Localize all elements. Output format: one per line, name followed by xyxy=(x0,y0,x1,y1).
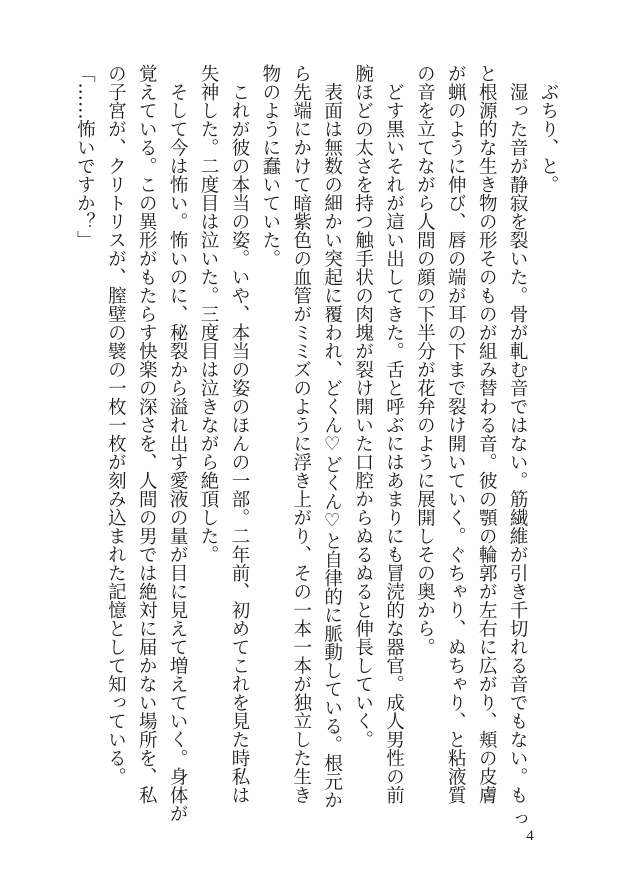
text-line: 失神した。二度目は泣いた。三度目は泣きながら絶頂した。 xyxy=(198,64,220,564)
text-line: 物のように蠢いていた。 xyxy=(259,64,281,268)
text-line: ぶちり、と。 xyxy=(538,64,559,194)
text-line: が蝋のように伸び、唇の端が耳の下まで裂け開いていく。ぐちゃり、ぬちゃり、と粘液質 xyxy=(445,64,467,804)
text-line: 覚えている。この異形がもたらす快楽の深さを、人間の男では絶対に届かない場所を、私 xyxy=(136,64,158,804)
text-line: の子宮が、クリトリスが、膣壁の襞の一枚一枚が刻み込まれた記憶として知っている。 xyxy=(105,64,127,786)
text-line: 表面は無数の細かい突起に覆われ、どくん♡どくん♡と自律的に脈動している。根元か xyxy=(321,64,343,809)
text-line: 湿った音が静寂を裂いた。骨が軋む音ではない。筋繊維が引き千切れる音でもない。も っ xyxy=(507,64,529,829)
text-line: どす黒いそれが這い出してきた。舌と呼ぶにはあまりにも冒涜的な器官。成人男性の前 xyxy=(383,64,405,804)
text-line: そして今は怖い。怖いのに、秘裂から溢れ出す愛液の量が目に見えて増えていく。身体が xyxy=(167,64,189,823)
text-line: 腕ほどの太さを持つ触手状の肉塊が裂け開いた口腔からぬるぬると伸長していく。 xyxy=(352,64,374,749)
text-line: の音を立てながら人間の顔の下半分が花弁のように展開しその奥から。 xyxy=(414,64,436,656)
vertical-text-body xyxy=(69,64,564,829)
page-number: 4 xyxy=(526,828,534,844)
text-line: と根源的な生き物の形そのものが組み替わる音。彼の顎の輪郭が左右に広がり、頬の皮膚 xyxy=(476,64,498,804)
text-line: 「……怖いですか？」 xyxy=(74,64,96,249)
text-line: ら先端にかけて暗紫色の血管がミミズのように浮き上がり、その一本一本が独立した生き xyxy=(290,64,312,804)
text-line: これが彼の本当の姿。いや、本当の姿のほんの一部。二年前、初めてこれを見た時私は xyxy=(228,64,250,804)
